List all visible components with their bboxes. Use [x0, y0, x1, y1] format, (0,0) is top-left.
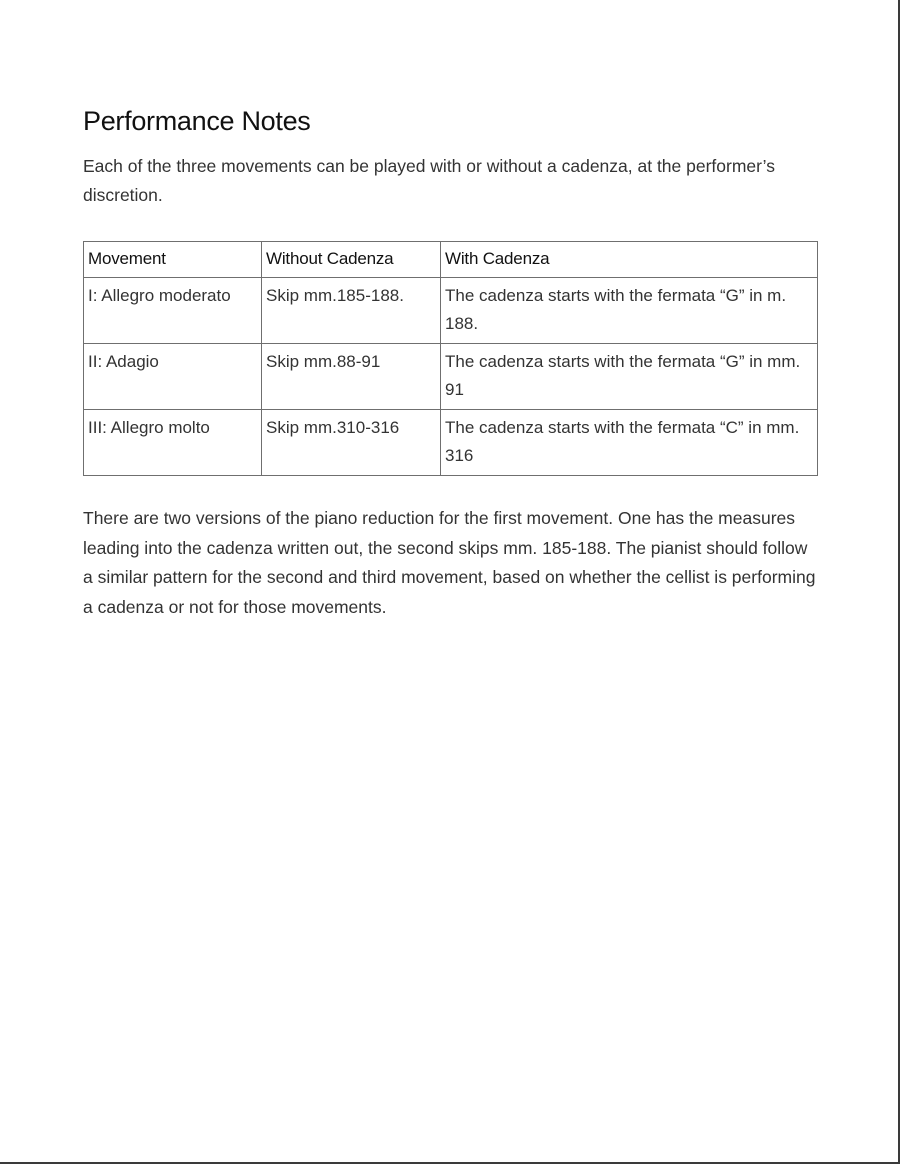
table-row: [84, 410, 818, 476]
page-title: Performance Notes: [83, 106, 311, 136]
header-movement: Movement: [84, 242, 262, 278]
table-cell-with-cadenza: The cadenza starts with the fermata “G” in m. 188.: [441, 278, 818, 344]
cadenza-table: [83, 241, 818, 476]
header-with-cadenza: With Cadenza: [441, 242, 818, 278]
table-cell-with-cadenza: The cadenza starts with the fermata “C” in mm. 316: [441, 410, 818, 476]
table-cell-movement: I: Allegro moderato: [84, 278, 262, 344]
table-cell-without-cadenza: Skip mm.185-188.: [262, 278, 441, 344]
table-row: [84, 344, 818, 410]
table-row: [84, 278, 818, 344]
page-content: [83, 103, 819, 622]
piano-reduction-paragraph: There are two versions of the piano reduction for the first movement. One has the measures leading into the cadenza written out, the second skips mm. 185-188. The pianist should follow a similar pattern for the second and third movement, based on whether the cellist is performing a cadenza or not for those movements.: [83, 508, 816, 617]
header-without-cadenza: Without Cadenza: [262, 242, 441, 278]
table-header-row: [84, 242, 818, 278]
intro-paragraph: Each of the three movements can be played with or without a cadenza, at the performer’s discretion.: [83, 156, 775, 205]
table-cell-movement: II: Adagio: [84, 344, 262, 410]
table-cell-without-cadenza: Skip mm.310-316: [262, 410, 441, 476]
table-cell-with-cadenza: The cadenza starts with the fermata “G” in mm. 91: [441, 344, 818, 410]
table-cell-without-cadenza: Skip mm.88-91: [262, 344, 441, 410]
table-cell-movement: III: Allegro molto: [84, 410, 262, 476]
